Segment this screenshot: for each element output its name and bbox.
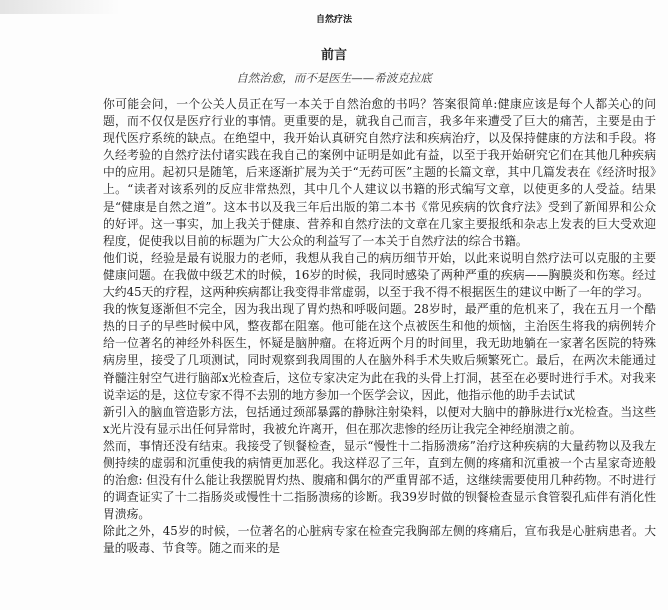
paragraph: 新引入的脑血管造影方法，包括通过颈部暴露的静脉注射染料，以便对大脑中的静脉进行x光检查。当这些x光片没有显示出任何异常时，我被允许离开，但在那次悲惨的经历让我完全神经崩溃之前。 xyxy=(103,404,656,436)
paragraph: 然而，事情还没有结束。我接受了钡餐检查，显示“慢性十二指肠溃疡”治疗这种疾病的大量药物以及我左侧持续的虚弱和沉重使我的病情更加恶化。我这样忍了三年，直到左侧的疼痛和沉重被一个古星家奇迹般的治愈: 但没有什么能让我摆脱胃灼热、腹痛和偶尔的严重胃部不适，这继续需要使用几种药物。不时进行的调查证实了十二指肠炎或慢性十二指肠溃疡的诊断。我39岁时做的钡餐检查显示食管裂孔疝伴有消化性胃溃疡。 xyxy=(103,438,656,522)
running-head: 自然疗法 xyxy=(315,15,352,25)
paragraph: 除此之外，45岁的时候，一位著名的心脏病专家在检查完我胸部左侧的疼痛后，宣布我是心脏病患者。大量的吸毒、节食等。随之而来的是 xyxy=(103,524,656,556)
paragraph: 我的恢复逐渐但不完全，因为我出现了胃灼热和呼吸问题。28岁时，最严重的危机来了，我在五月一个酷热的日子的早些时候中风，整夜都在阻塞。他可能在这个点被医生和他的烦恼，主治医生将我的病例转介给一位著名的神经外科医生，怀疑是脑肿瘤。在将近两个月的时间里，我无助地躺在一家著名医院的特殊病房里，接受了几项测试，同时观察到我周围的人在脑外科手术失败后频繁死亡。最后，在两次未能通过脊髓注射空气进行脑部x光检查后，这位专家决定为此在我的头骨上打洞，甚至在必要时进行手术。对我来说幸运的是，这位专家不得不去别的地方参加一个医学会议，因此，他指示他的助手去试试 xyxy=(103,302,656,402)
paragraph: 你可能会问，一个公关人员正在写一本关于自然治愈的书吗？答案很简单:健康应该是每个人都关心的问题，而不仅仅是医疗行业的事情。更重要的是，就我自己而言，我多年来遭受了巨大的痛苦，主要是由于现代医疗系统的缺点。在绝望中，我开始认真研究自然疗法和疾病治疗，以及保持健康的方法和手段。将久经考验的自然疗法付诸实践在我自己的案例中证明是如此有益，以至于我开始研究它们在其他几种疾病中的应用。起初只是随笔，后来逐渐扩展为关于“无药可医”主题的长篇文章，其中几篇发表在《经济时报》上。“读者对该系列的反应非常热烈，其中几个人建议以书籍的形式编写文章，以使更多的人受益。结果是“健康是自然之道”。这本书以及我三年后出版的第二本书《常见疾病的饮食疗法》受到了新闻界和公众的好评。这一事实，加上我关于健康、营养和自然疗法的文章在几家主要报纸和杂志上发表的巨大受欢迎程度，促使我以目前的标题为广大公众的利益写了一本关于自然疗法的综合书籍。 xyxy=(103,97,656,248)
epigraph: 自然治愈，而不是医生——希波克拉底 xyxy=(236,71,432,85)
body-text xyxy=(103,96,656,558)
paragraph: 他们说，经验是最有说服力的老师，我想从我自己的病历细节开始，以此来说明自然疗法可以克服的主要健康问题。在我做中级艺术的时候，16岁的时候，我同时感染了两种严重的疾病——胸膜炎和伤寒。经过大约45天的疗程，这两种疾病都让我变得非常虚弱，以至于我不得不根据医生的建议中断了一年的学习。 xyxy=(103,250,656,300)
chapter-title: 前言 xyxy=(320,48,347,63)
